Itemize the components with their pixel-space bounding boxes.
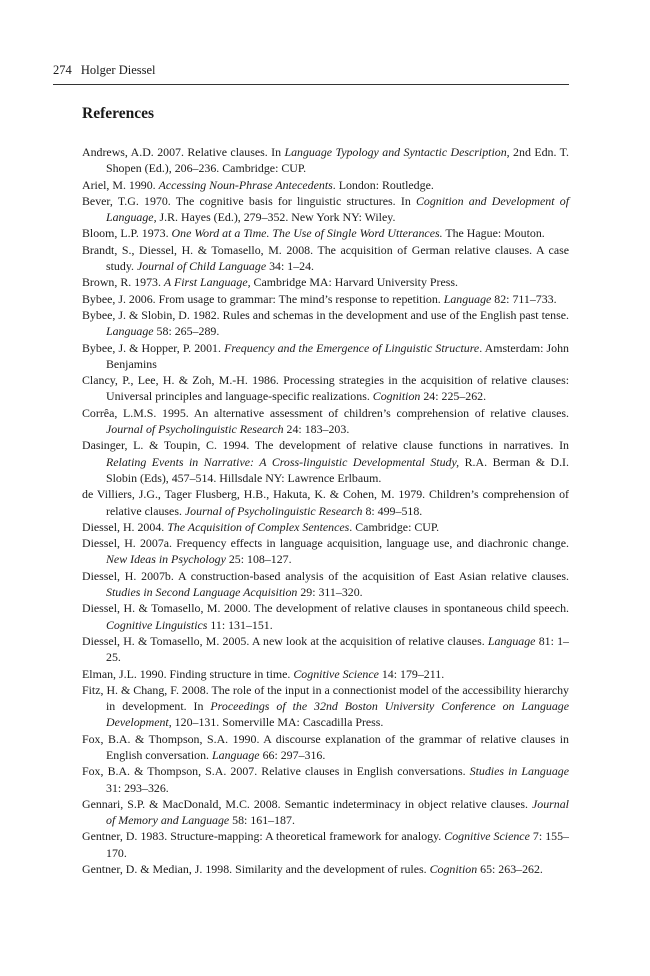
reference-post: . Amsterdam: John Benjamins [106, 340, 569, 371]
reference-entry [82, 535, 569, 568]
reference-title: Language [487, 633, 536, 648]
reference-pre: Fox, B.A. & Thompson, S.A. 1990. A discourse explanation of the grammar of relative clauses in English conversation. [82, 731, 569, 762]
reference-post: 2nd Edn. T. Shopen (Ed.), 206–236. Cambridge: CUP. [106, 145, 570, 176]
reference-pre: Bever, T.G. 1970. The cognitive basis for linguistic structures. In [82, 193, 416, 208]
reference-title: Cognitive Science [293, 666, 379, 681]
running-head-author: Holger Diessel [80, 63, 156, 77]
reference-pre: Clancy, P., Lee, H. & Zoh, M.-H. 1986. Processing strategies in the acquisition of relative clauses: Universal principles and language-specific realizations. [82, 373, 569, 404]
reference-entry [82, 486, 569, 519]
reference-entry [82, 193, 569, 226]
reference-entry [82, 861, 569, 877]
reference-pre: Gentner, D. & Median, J. 1998. Similarity and the development of rules. [82, 862, 430, 877]
reference-post: J.R. Hayes (Ed.), 279–352. New York NY: Wiley. [156, 210, 396, 225]
reference-pre: Diessel, H. & Tomasello, M. 2000. The development of relative clauses in spontaneous child speech. [82, 601, 569, 616]
reference-pre: Gennari, S.P. & MacDonald, M.C. 2008. Semantic indeterminacy in object relative clauses. [82, 796, 532, 811]
reference-title: New Ideas in Psychology [106, 552, 226, 567]
reference-pre: Diessel, H. 2007b. A construction-based analysis of the acquisition of East Asian relative clauses. [82, 568, 569, 583]
reference-entry [82, 340, 569, 373]
reference-entry [82, 519, 569, 535]
page-number: 274 [53, 63, 72, 77]
reference-title: Studies in Language [469, 764, 569, 779]
reference-post: R.A. Berman & D.I. Slobin (Eds), 457–514. Hillsdale NY: Lawrence Erlbaum. [106, 454, 569, 485]
reference-pre: Fitz, H. & Chang, F. 2008. The role of the input in a connectionist model of the accessibility hierarchy in development. In [82, 682, 569, 714]
reference-title: Proceedings of the 32nd Boston University Conference on Language Development [106, 699, 569, 730]
reference-title: Frequency and the Emergence of Linguistic Structure [224, 340, 480, 355]
reference-entry [82, 307, 569, 340]
reference-entry [82, 796, 569, 829]
reference-post: 58: 265–289. [153, 324, 220, 339]
reference-entry [82, 144, 569, 177]
reference-entry [82, 600, 569, 633]
reference-pre: Corrêa, L.M.S. 1995. An alternative assessment of children’s comprehension of relative clauses. [82, 405, 569, 420]
reference-entry [82, 225, 569, 241]
reference-post: 24: 183–203. [283, 422, 350, 437]
reference-pre: Gentner, D. 1983. Structure-mapping: A theoretical framework for analogy. [82, 829, 445, 844]
reference-title: The Acquisition of Complex Sentences [167, 519, 350, 534]
reference-pre: Bloom, L.P. 1973. [82, 226, 172, 241]
reference-entry [82, 242, 569, 275]
reference-pre: Diessel, H. 2007a. Frequency effects in language acquisition, language use, and diachronic change. [82, 536, 569, 551]
reference-post: 25: 108–127. [225, 552, 292, 567]
reference-post: . Cambridge: CUP. [349, 519, 440, 534]
reference-entry [82, 177, 569, 193]
reference-post: 82: 711–733. [491, 291, 557, 306]
reference-entry [82, 274, 569, 290]
reference-post: Cambridge MA: Harvard University Press. [250, 275, 458, 290]
reference-title: Accessing Noun-Phrase Antecedents [158, 177, 333, 192]
reference-post: 58: 161–187. [229, 813, 295, 828]
reference-entry [82, 666, 569, 682]
reference-post: 29: 311–320. [297, 585, 363, 600]
reference-pre: Brandt, S., Diessel, H. & Tomasello, M. 2008. The acquisition of German relative clauses. A case study. [82, 242, 569, 274]
reference-entry [82, 731, 569, 764]
reference-pre: Bybee, J. & Slobin, D. 1982. Rules and schemas in the development and use of the English past tense. [82, 307, 569, 322]
reference-list [82, 144, 569, 877]
reference-title: Language Typology and Syntactic Description, [284, 145, 510, 159]
reference-pre: Bybee, J. & Hopper, P. 2001. [82, 340, 225, 355]
reference-post: 11: 131–151. [207, 617, 273, 632]
reference-pre: Diessel, H. & Tomasello, M. 2005. A new look at the acquisition of relative clauses. [82, 633, 488, 648]
reference-pre: Bybee, J. 2006. From usage to grammar: The mind’s response to repetition. [82, 291, 444, 306]
reference-pre: Andrews, A.D. 2007. Relative clauses. In [82, 145, 285, 159]
reference-post: 7: 155–170. [106, 829, 569, 860]
reference-post: 24: 225–262. [420, 389, 487, 404]
reference-title: Journal of Memory and Language [106, 796, 569, 828]
reference-title: Journal of Psycholinguistic Research [106, 422, 284, 437]
reference-title: Studies in Second Language Acquisition [106, 585, 298, 600]
reference-pre: Diessel, H. 2004. [82, 519, 168, 534]
reference-entry [82, 568, 569, 601]
reference-pre: de Villiers, J.G., Tager Flusberg, H.B., Hakuta, K. & Cohen, M. 1979. Children’s comprehension of relative clauses. [82, 487, 569, 518]
section-heading: References [82, 105, 155, 122]
reference-pre: Elman, J.L. 1990. Finding structure in time. [82, 666, 294, 681]
reference-entry [82, 291, 569, 307]
reference-title: A First Language, [163, 275, 251, 290]
reference-post: . London: Routledge. [332, 177, 434, 192]
reference-post: 66: 297–316. [259, 747, 326, 762]
reference-post: 81: 1–25. [106, 633, 569, 665]
reference-post: 14: 179–211. [378, 666, 445, 681]
reference-title: Language [443, 291, 492, 306]
reference-post: , 120–131. Somerville MA: Cascadilla Press. [168, 715, 384, 730]
reference-entry [82, 437, 569, 486]
reference-title: Journal of Psycholinguistic Research [184, 503, 363, 518]
reference-title: Cognition [429, 862, 478, 877]
reference-entry [82, 633, 569, 666]
reference-pre: Fox, B.A. & Thompson, S.A. 2007. Relative clauses in English conversations. [82, 764, 470, 779]
reference-title: Relating Events in Narrative: A Cross-linguistic Developmental Study, [106, 454, 460, 469]
reference-entry [82, 828, 569, 861]
reference-title: Cognition and Development of Language, [106, 193, 569, 225]
reference-title: Journal of Child Language [136, 259, 267, 274]
reference-entry [82, 405, 569, 438]
reference-post: The Hague: Mouton. [442, 226, 545, 241]
reference-entry [82, 763, 569, 796]
running-head [53, 62, 569, 85]
reference-title: Cognitive Linguistics [106, 617, 208, 632]
reference-title: Language [106, 324, 154, 339]
reference-post: 34: 1–24. [266, 259, 315, 274]
reference-title: Cognitive Science [444, 829, 530, 844]
reference-pre: Dasinger, L. & Toupin, C. 1994. The development of relative clause functions in narratives. In [82, 438, 569, 453]
reference-entry [82, 372, 569, 405]
reference-post: 31: 293–326. [106, 780, 169, 795]
reference-post: 65: 263–262. [477, 862, 543, 877]
reference-title: Language [212, 747, 260, 762]
reference-pre: Ariel, M. 1990. [82, 177, 159, 192]
reference-title: Cognition [372, 389, 421, 404]
reference-entry [82, 682, 569, 731]
reference-post: 8: 499–518. [362, 503, 423, 518]
reference-title: One Word at a Time. The Use of Single Word Utterances. [171, 226, 443, 241]
reference-pre: Brown, R. 1973. [82, 275, 164, 290]
